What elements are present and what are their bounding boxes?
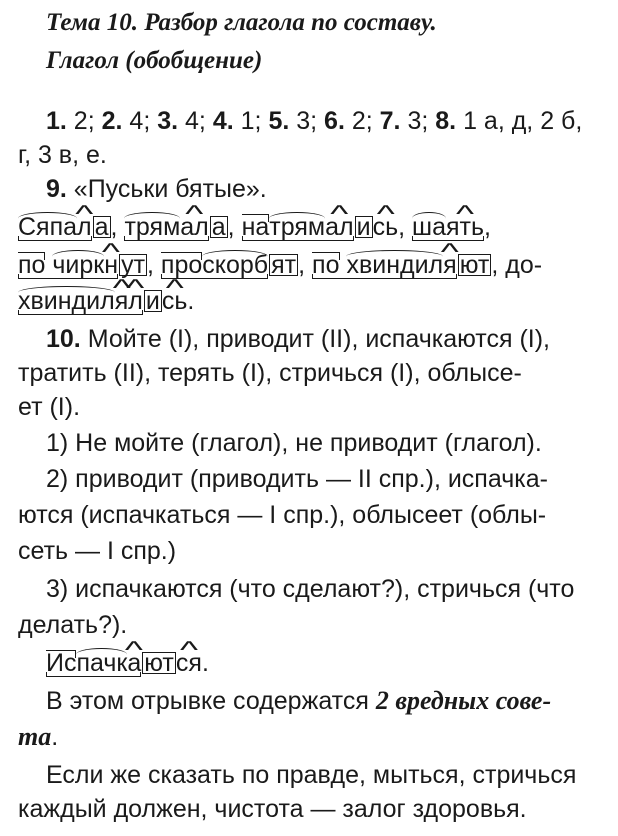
word-prefix: по xyxy=(18,251,46,279)
page-subtitle: Глагол (обобщение) xyxy=(46,47,263,74)
word-ending: и xyxy=(145,287,160,315)
summary-line-3: Если же сказать по правде, мыться, стричься xyxy=(46,761,577,789)
word-suffix: ^ а xyxy=(127,648,141,678)
answer-num-4: 4. xyxy=(212,107,234,135)
morpheme-line-3 xyxy=(18,286,618,316)
task-9-number: 9. xyxy=(46,175,67,203)
answer-val: 4; xyxy=(122,107,158,135)
word-ending: а xyxy=(211,213,226,241)
task-10-point-1: 1) Не мойте (глагол), не приводит (глагол). xyxy=(46,429,542,457)
summary-emphasis: 2 вредных сове- xyxy=(375,686,552,715)
punctuation: , xyxy=(147,251,154,279)
summary-text: В этом отрывке содержатся xyxy=(46,687,376,715)
word-prefix: Ис xyxy=(46,649,77,677)
summary-emphasis: та xyxy=(18,722,52,751)
task-9-title: «Пуськи бятые». xyxy=(66,175,267,203)
punctuation: . xyxy=(51,723,59,751)
punctuation: , xyxy=(298,251,306,279)
answer-val: 2; xyxy=(344,107,380,135)
task-10-number: 10. xyxy=(46,325,81,353)
word-prefix: про xyxy=(160,251,203,279)
word-postfix: ^ сь xyxy=(162,286,188,316)
word-root: Сяпа xyxy=(18,213,78,241)
word-root: пачк xyxy=(76,649,128,677)
word-prefix-hyphenated: до- xyxy=(505,251,543,279)
answer-val: 2; xyxy=(66,107,102,135)
parsed-word xyxy=(46,648,202,678)
word-suffix: ^ н xyxy=(104,250,118,280)
punctuation: , xyxy=(110,213,118,241)
word-suffix: ^ ять xyxy=(446,212,484,242)
word-root: трям xyxy=(124,213,181,241)
task-10-line-1 xyxy=(46,324,618,354)
answer-val: 1 а, д, 2 б, xyxy=(456,107,583,135)
parsed-word xyxy=(242,212,399,242)
answer-num-7: 7. xyxy=(379,107,401,135)
answer-num-8: 8. xyxy=(435,107,457,135)
morpheme-line-4 xyxy=(46,648,618,678)
word-root: трям xyxy=(269,213,326,241)
punctuation: , xyxy=(227,213,235,241)
parsed-word xyxy=(124,212,227,242)
punctuation: . xyxy=(201,649,209,677)
task-10-point-2a: 2) приводит (приводить — II спр.), испачка- xyxy=(46,465,548,493)
punctuation: . xyxy=(187,287,195,315)
parsed-word xyxy=(312,250,491,280)
answer-val: 1; xyxy=(233,107,269,135)
word-root: хвиндил xyxy=(18,287,115,315)
word-ending: ят xyxy=(271,251,297,279)
answer-val: 3; xyxy=(289,107,325,135)
answer-num-6: 6. xyxy=(324,107,345,135)
answers-line-2: г, 3 в, е. xyxy=(18,141,107,169)
task-10-text: Мойте (I), приводит (II), испачкаются (I), xyxy=(80,325,551,353)
word-root: хвиндил xyxy=(346,251,444,279)
word-postfix: ^ сь xyxy=(373,212,399,242)
task-10-line-3: ет (I). xyxy=(18,393,81,421)
answer-val: 3; xyxy=(400,107,436,135)
task-10-point-2b: ются (испачкаться — I спр.), облысеет (облы- xyxy=(18,501,547,529)
summary-line-1 xyxy=(46,686,618,716)
answer-num-3: 3. xyxy=(157,107,179,135)
word-suffix: ^ я xyxy=(443,250,457,280)
word-suffix: ^ ал xyxy=(325,212,354,242)
answer-val: 4; xyxy=(178,107,213,135)
answer-num-1: 1. xyxy=(46,107,67,135)
word-suffix: ^ я xyxy=(115,286,129,316)
task-10-point-2c: сеть — I спр.) xyxy=(18,537,177,565)
page-title: Тема 10. Разбор глагола по составу. xyxy=(46,9,437,36)
word-postfix: ^ ся xyxy=(176,648,202,678)
task-10-line-2: тратить (II), терять (I), стричься (I), облысе- xyxy=(18,359,522,387)
word-ending: ют xyxy=(459,251,490,279)
word-root: ша xyxy=(412,213,446,241)
word-ending: а xyxy=(94,213,109,241)
morpheme-line-2 xyxy=(18,250,618,280)
task-10-point-3b: делать?). xyxy=(18,611,128,639)
punctuation: , xyxy=(491,251,499,279)
parsed-word xyxy=(18,212,111,242)
word-prefix: по xyxy=(312,251,340,279)
word-suffix: ^ ал xyxy=(180,212,209,242)
answers-line-1 xyxy=(46,106,618,136)
answer-num-2: 2. xyxy=(101,107,123,135)
word-root: чирк xyxy=(52,251,105,279)
punctuation: , xyxy=(398,213,406,241)
word-ending: и xyxy=(356,213,371,241)
word-ending: ут xyxy=(121,251,146,279)
task-10-point-3a: 3) испачкаются (что сделают?), стричься (что xyxy=(46,575,575,603)
word-prefix: на xyxy=(241,213,270,241)
answer-num-5: 5. xyxy=(268,107,290,135)
punctuation: , xyxy=(484,213,491,241)
summary-line-4: каждый должен, чистота — залог здоровья. xyxy=(18,795,527,823)
summary-line-2 xyxy=(18,722,618,752)
word-root: скорб xyxy=(202,251,269,279)
word-suffix: ^ л xyxy=(77,212,92,242)
word-ending: ют xyxy=(144,649,174,677)
parsed-word xyxy=(18,286,187,316)
word-suffix: ^ л xyxy=(128,286,143,316)
